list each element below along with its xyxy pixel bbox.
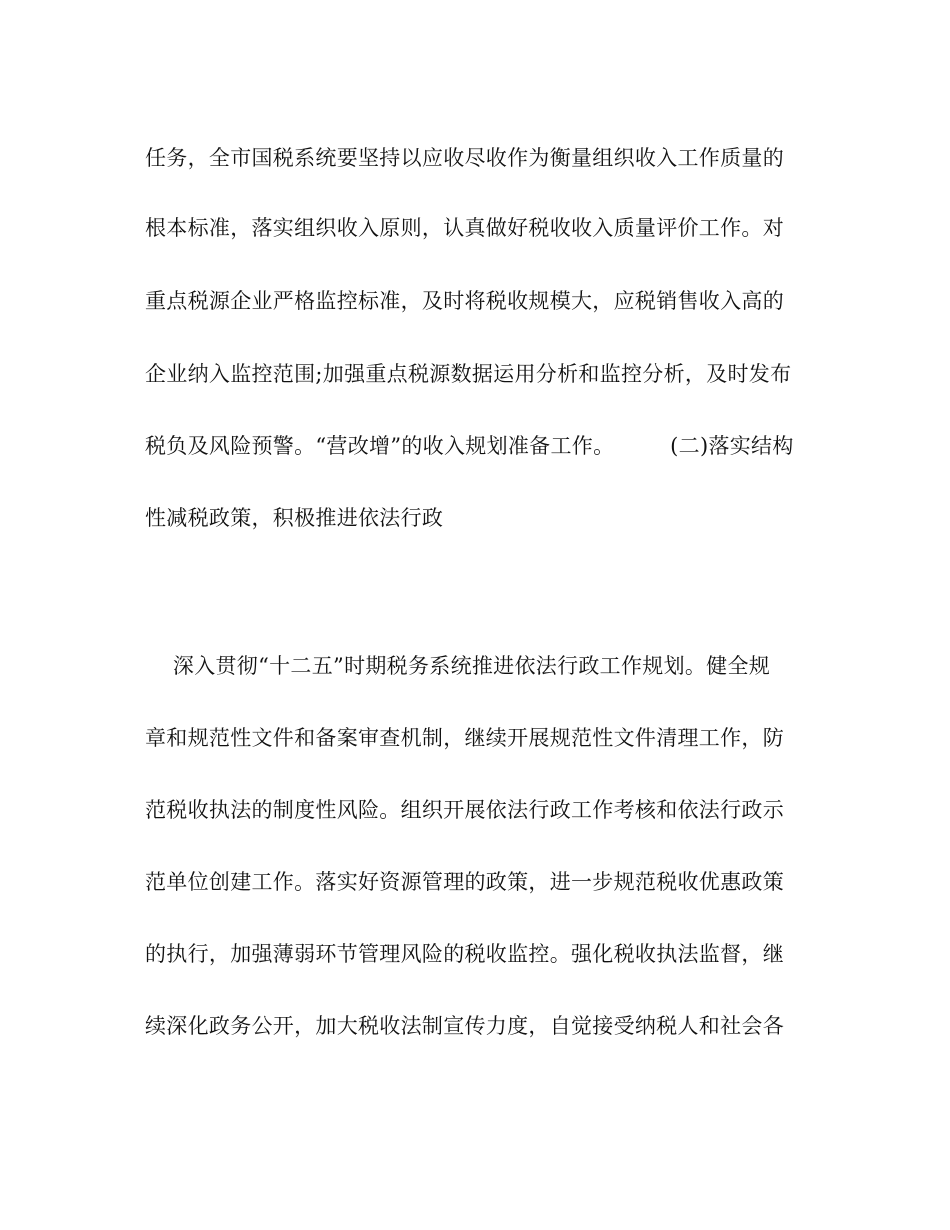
paragraph-2-line-1: 深入贯彻“十二五”时期税务系统推进依法行政工作规划。健全规: [145, 654, 771, 678]
paragraph-1-line-2: 根本标准，落实组织收入原则，认真做好税收收入质量评价工作。对: [145, 216, 784, 240]
paragraph-2-line-4: 范单位创建工作。落实好资源管理的政策，进一步规范税收优惠政策: [145, 870, 784, 894]
paragraph-2-line-2: 章和规范性文件和备案审查机制，继续开展规范性文件清理工作，防: [145, 726, 784, 750]
paragraph-2-line-6: 续深化政务公开，加大税收法制宣传力度，自觉接受纳税人和社会各: [145, 1014, 784, 1038]
paragraph-1-line-6: 性减税政策，积极推进依法行政: [145, 506, 444, 530]
paragraph-1-line-4: 企业纳入监控范围;加强重点税源数据运用分析和监控分析，及时发布: [145, 362, 792, 386]
paragraph-1-line-1: 任务，全市国税系统要坚持以应收尽收作为衡量组织收入工作质量的: [145, 146, 784, 170]
paragraph-1-line-5: 税负及风险预警。“营改增”的收入规划准备工作。 (二)落实结构: [145, 434, 794, 458]
paragraph-2-line-5: 的执行，加强薄弱环节管理风险的税收监控。强化税收执法监督，继: [145, 942, 784, 966]
paragraph-1-line-3: 重点税源企业严格监控标准，及时将税收规模大，应税销售收入高的: [145, 289, 784, 313]
paragraph-2-line-3: 范税收执法的制度性风险。组织开展依法行政工作考核和依法行政示: [145, 798, 784, 822]
